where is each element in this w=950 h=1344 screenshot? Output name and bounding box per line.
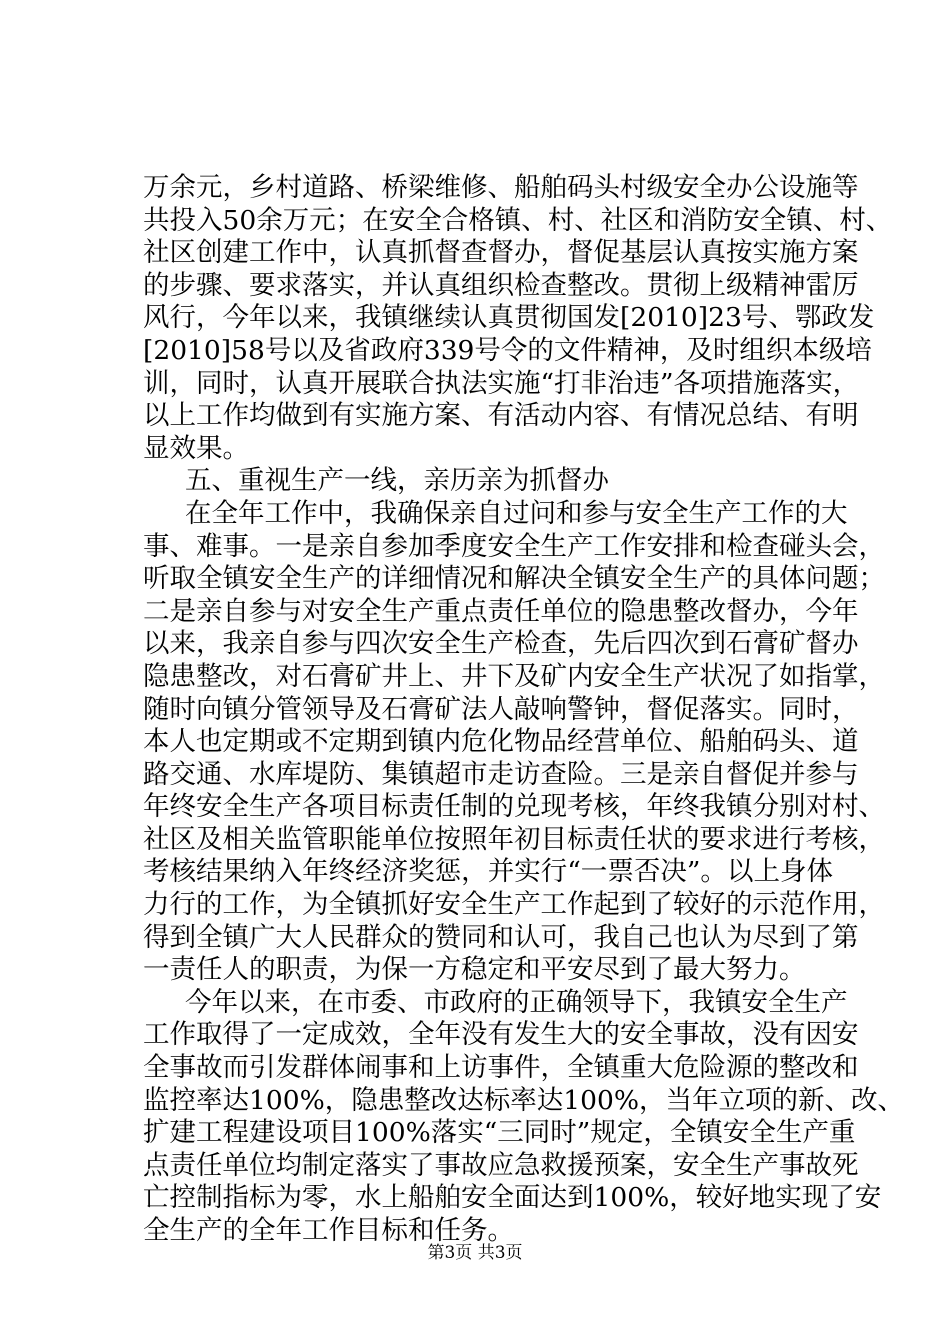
text-line: 一责任人的职责，为保一方稳定和平安尽到了最大努力。 [143, 954, 806, 986]
text-line: 得到全镇广大人民群众的赞同和认可，我自己也认为尽到了第 [143, 921, 859, 953]
text-line: 点责任单位均制定落实了事故应急救援预案，安全生产事故死 [143, 1149, 859, 1181]
text-line: 全事故而引发群体闹事和上访事件，全镇重大危险源的整改和 [143, 1052, 859, 1084]
paragraph-3 [143, 986, 905, 1248]
text-line: 共投入50余万元；在安全合格镇、村、社区和消防安全镇、村、 [143, 204, 893, 236]
text-line: 考核结果纳入年终经济奖惩，并实行“一票否决”。以上身体 [143, 856, 833, 888]
text-line: 监控率达100%，隐患整改达标率达100%，当年立项的新、改、 [143, 1084, 905, 1116]
text-line: 训，同时，认真开展联合执法实施“打非治违”各项措施落实， [143, 367, 860, 399]
text-line: 年终安全生产各项目标责任制的兑现考核，年终我镇分别对村、 [143, 791, 885, 823]
section-heading-text: 五、重视生产一线，亲历亲为抓督办 [185, 465, 609, 497]
text-line: 今年以来，在市委、市政府的正确领导下，我镇安全生产 [185, 986, 848, 1018]
text-line: 社区创建工作中，认真抓督查督办，督促基层认真按实施方案 [143, 237, 859, 269]
text-line: 社区及相关监管职能单位按照年初目标责任状的要求进行考核， [143, 823, 885, 855]
text-line: 在全年工作中，我确保亲自过问和参与安全生产工作的大 [185, 497, 848, 529]
text-line: 工作取得了一定成效，全年没有发生大的安全事故，没有因安 [143, 1019, 859, 1051]
text-line: 隐患整改，对石膏矿井上、井下及矿内安全生产状况了如指掌， [143, 660, 885, 692]
text-line: 本人也定期或不定期到镇内危化物品经营单位、船舶码头、道 [143, 726, 859, 758]
page-footer [0, 1242, 950, 1264]
text-line: 路交通、水库堤防、集镇超市走访查险。三是亲自督促并参与 [143, 758, 859, 790]
text-line: 全生产的全年工作目标和任务。 [143, 1215, 514, 1246]
text-line: 风行，今年以来，我镇继续认真贯彻国发[2010]23号、鄂政发 [143, 302, 875, 334]
text-line: 的步骤、要求落实，并认真组织检查整改。贯彻上级精神雷厉 [143, 269, 859, 301]
text-line: 显效果。 [143, 432, 249, 464]
paragraph-2 [143, 497, 885, 987]
page-number: 第3页 共3页 [427, 1243, 523, 1263]
text-line: 扩建工程建设项目100%落实“三同时”规定，全镇安全生产重 [143, 1117, 856, 1149]
text-line: 亡控制指标为零，水上船舶安全面达到100%，较好地实现了安 [143, 1182, 882, 1214]
text-line: 听取全镇安全生产的详细情况和解决全镇安全生产的具体问题； [143, 563, 885, 595]
document-body [143, 172, 905, 1248]
paragraph-1 [143, 172, 893, 465]
text-line: 万余元，乡村道路、桥梁维修、船舶码头村级安全办公设施等 [143, 172, 859, 203]
text-line: 以来，我亲自参与四次安全生产检查，先后四次到石膏矿督办 [143, 628, 859, 660]
text-line: 事、难事。一是亲自参加季度安全生产工作安排和检查碰头会， [143, 530, 885, 562]
text-line: [2010]58号以及省政府339号令的文件精神，及时组织本级培 [143, 334, 872, 366]
text-line: 二是亲自参与对安全生产重点责任单位的隐患整改督办，今年 [143, 595, 859, 627]
section-heading-5 [143, 465, 833, 498]
text-line: 力行的工作，为全镇抓好安全生产工作起到了较好的示范作用， [143, 889, 885, 921]
text-line: 随时向镇分管领导及石膏矿法人敲响警钟，督促落实。同时， [143, 693, 859, 725]
text-line: 以上工作均做到有实施方案、有活动内容、有情况总结、有明 [143, 400, 859, 432]
